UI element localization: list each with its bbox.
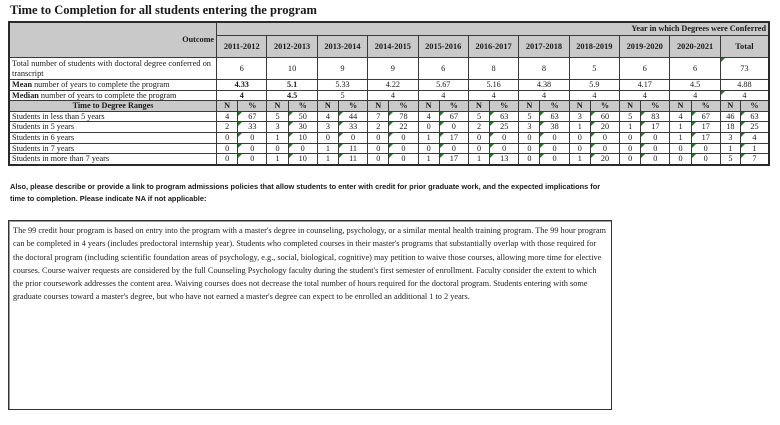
range-pct: 17 (691, 132, 720, 143)
pct-header: % (439, 101, 468, 112)
total-value: 6 (418, 58, 468, 80)
range-pct: 33 (238, 122, 267, 133)
range-pct: 0 (338, 132, 367, 143)
total-value: 6 (670, 58, 720, 80)
row-label-rest: number of years to complete the program (32, 80, 170, 89)
range-n: 4 (670, 111, 691, 122)
range-n: 0 (418, 122, 439, 133)
mean-row-value: 4.22 (368, 80, 418, 91)
range-n: 0 (569, 143, 590, 154)
range-n: 46 (720, 111, 740, 122)
range-n: 0 (368, 143, 389, 154)
row-label-bold: Median (12, 90, 39, 100)
n-header: N (670, 101, 691, 112)
mean-row-value: 5.9 (569, 80, 619, 91)
range-pct: 0 (641, 154, 670, 165)
range-n: 1 (670, 122, 691, 133)
range-pct: 0 (540, 143, 569, 154)
range-n: 0 (217, 132, 238, 143)
admissions-policy-answer-field[interactable]: The 99 credit hour program is based on entry into the program with a master's degree in counseling, psychology, or a similar mental health training program. The 99 hour program can be completed in 4 years (includes predoctoral internship year). Students who completed courses in their master's programs that substantially overlap with those required for the doctoral program (including scientific foundation areas of psychology, e.g., social, biological, cognitive) may petition to waive those courses, allowing more time for elective courses. Course waiver requests are considered by the full Counseling Psychology faculty during the student's first semester of enrollment. Faculty consider the extent to which the prior coursework addresses the content area. Waiving courses does not decrease the total number of hours required for the doctoral program. Students entering with some graduate courses toward a master's degree, but who have not earned a master's degree can expect to be enrolled an additional 1 to 2 years. (8, 220, 612, 410)
range-n: 3 (267, 122, 288, 133)
range-pct: 0 (389, 132, 418, 143)
range-n: 3 (317, 122, 338, 133)
row-label (9, 80, 217, 91)
n-header: N (620, 101, 641, 112)
range-n: 0 (620, 132, 641, 143)
range-pct: 17 (691, 122, 720, 133)
time-to-completion-table (8, 21, 770, 166)
admissions-policy-question: Also, please describe or provide a link to program admissions policies that allow students to enter with credit for prior graduate work, and the expected implications for time to completion. Please indicate NA if not applicable: (10, 182, 601, 203)
range-n: 4 (217, 111, 238, 122)
total-value: 6 (620, 58, 670, 80)
range-pct: 0 (691, 154, 720, 165)
year-header: 2013-2014 (317, 36, 367, 58)
range-pct: 0 (691, 143, 720, 154)
median-row-value: 4 (468, 90, 518, 101)
mean-row-value: 5.33 (317, 80, 367, 91)
median-row-value: 4 (368, 90, 418, 101)
range-n: 1 (468, 154, 489, 165)
n-header: N (468, 101, 489, 112)
range-n: 1 (317, 143, 338, 154)
row-label (9, 90, 217, 101)
range-n: 4 (418, 111, 439, 122)
row-label: Total number of students with doctoral degree conferred on transcript (9, 58, 217, 80)
range-pct: 4 (740, 132, 769, 143)
range-pct: 0 (238, 132, 267, 143)
range-n: 0 (418, 143, 439, 154)
year-header: 2011-2012 (217, 36, 267, 58)
range-row (9, 111, 769, 122)
mean-row (9, 80, 769, 91)
total-value: 73 (720, 58, 769, 80)
range-pct: 67 (238, 111, 267, 122)
range-n: 5 (267, 111, 288, 122)
range-pct: 0 (439, 143, 468, 154)
range-n: 0 (620, 143, 641, 154)
range-pct: 10 (288, 132, 317, 143)
median-row-value: 4 (620, 90, 670, 101)
n-header: N (217, 101, 238, 112)
median-row-value: 4 (720, 90, 769, 101)
range-pct: 63 (490, 111, 519, 122)
range-n: 0 (217, 154, 238, 165)
range-label: Students in 7 years (9, 143, 217, 154)
page-title: Time to Completion for all students entering the program (10, 3, 317, 17)
range-pct: 25 (740, 122, 769, 133)
range-n: 1 (267, 132, 288, 143)
total-value: 8 (468, 58, 518, 80)
range-n: 0 (620, 154, 641, 165)
pct-header: % (389, 101, 418, 112)
range-n: 0 (368, 154, 389, 165)
range-pct: 10 (288, 154, 317, 165)
range-pct: 83 (641, 111, 670, 122)
range-n: 0 (468, 143, 489, 154)
range-pct: 0 (641, 132, 670, 143)
n-header: N (569, 101, 590, 112)
range-n: 0 (368, 132, 389, 143)
median-row (9, 90, 769, 101)
mean-row-value: 4.38 (519, 80, 569, 91)
median-row-value: 4 (217, 90, 267, 101)
median-row-value: 4.5 (267, 90, 317, 101)
total-value: 9 (317, 58, 367, 80)
pct-header: % (338, 101, 367, 112)
range-pct: 0 (238, 154, 267, 165)
ranges-header-row (9, 101, 769, 112)
mean-row-value: 5.1 (267, 80, 317, 91)
range-pct: 38 (540, 122, 569, 133)
range-n: 0 (519, 154, 540, 165)
range-pct: 0 (439, 122, 468, 133)
n-header: N (720, 101, 740, 112)
range-n: 7 (368, 111, 389, 122)
range-row (9, 132, 769, 143)
range-pct: 20 (590, 122, 619, 133)
year-header: 2019-2020 (620, 36, 670, 58)
total-value: 10 (267, 58, 317, 80)
range-n: 1 (418, 132, 439, 143)
range-label: Students in less than 5 years (9, 111, 217, 122)
range-n: 2 (368, 122, 389, 133)
year-header: 2016-2017 (468, 36, 518, 58)
range-pct: 30 (288, 122, 317, 133)
pct-header: % (590, 101, 619, 112)
range-pct: 17 (439, 154, 468, 165)
range-row (9, 143, 769, 154)
range-row (9, 122, 769, 133)
total-value: 9 (368, 58, 418, 80)
pct-header: % (490, 101, 519, 112)
range-n: 1 (569, 122, 590, 133)
range-pct: 0 (490, 143, 519, 154)
mean-row-value: 4.33 (217, 80, 267, 91)
range-n: 1 (620, 122, 641, 133)
range-n: 5 (468, 111, 489, 122)
range-n: 1 (317, 154, 338, 165)
range-n: 0 (267, 143, 288, 154)
pct-header: % (540, 101, 569, 112)
range-pct: 0 (540, 132, 569, 143)
range-pct: 13 (490, 154, 519, 165)
range-pct: 17 (439, 132, 468, 143)
ranges-header: Time to Degree Ranges (9, 101, 217, 112)
range-n: 5 (519, 111, 540, 122)
range-pct: 11 (338, 143, 367, 154)
range-n: 0 (569, 132, 590, 143)
year-header: 2012-2013 (267, 36, 317, 58)
range-n: 0 (670, 154, 691, 165)
range-n: 0 (670, 143, 691, 154)
year-group-header: Year in which Degrees were Conferred (217, 22, 769, 36)
total-students-row (9, 58, 769, 80)
range-n: 0 (468, 132, 489, 143)
median-row-value: 4 (670, 90, 720, 101)
range-pct: 0 (389, 154, 418, 165)
range-pct: 25 (490, 122, 519, 133)
range-pct: 7 (740, 154, 769, 165)
n-header: N (267, 101, 288, 112)
year-header: 2017-2018 (519, 36, 569, 58)
range-pct: 20 (590, 154, 619, 165)
range-n: 1 (267, 154, 288, 165)
n-header: N (519, 101, 540, 112)
range-pct: 78 (389, 111, 418, 122)
range-pct: 11 (338, 154, 367, 165)
range-pct: 0 (590, 132, 619, 143)
median-row-value: 4 (519, 90, 569, 101)
range-pct: 44 (338, 111, 367, 122)
range-pct: 67 (691, 111, 720, 122)
row-label-rest: number of years to complete the program (38, 90, 177, 100)
row-label-bold: Mean (12, 80, 33, 89)
range-pct: 0 (641, 143, 670, 154)
total-value: 8 (519, 58, 569, 80)
range-pct: 63 (540, 111, 569, 122)
range-label: Students in 6 years (9, 132, 217, 143)
range-n: 18 (720, 122, 740, 133)
range-pct: 0 (490, 132, 519, 143)
median-row-value: 5 (317, 90, 367, 101)
range-pct: 0 (389, 143, 418, 154)
year-header: 2014-2015 (368, 36, 418, 58)
range-n: 1 (720, 143, 740, 154)
year-header: 2020-2021 (670, 36, 720, 58)
mean-row-value: 4.5 (670, 80, 720, 91)
range-n: 0 (519, 143, 540, 154)
range-n: 0 (217, 143, 238, 154)
range-row (9, 154, 769, 165)
range-n: 5 (720, 154, 740, 165)
year-header: 2018-2019 (569, 36, 619, 58)
mean-row-value: 5.67 (418, 80, 468, 91)
range-pct: 50 (288, 111, 317, 122)
range-pct: 1 (740, 143, 769, 154)
range-pct: 33 (338, 122, 367, 133)
range-n: 5 (620, 111, 641, 122)
median-row-value: 4 (418, 90, 468, 101)
range-n: 2 (468, 122, 489, 133)
range-label: Students in 5 years (9, 122, 217, 133)
range-n: 0 (317, 132, 338, 143)
range-pct: 0 (540, 154, 569, 165)
range-n: 1 (670, 132, 691, 143)
pct-header: % (288, 101, 317, 112)
range-label: Students in more than 7 years (9, 154, 217, 165)
range-n: 3 (720, 132, 740, 143)
outcome-header: Outcome (9, 22, 217, 58)
pct-header: % (641, 101, 670, 112)
range-n: 4 (317, 111, 338, 122)
range-pct: 22 (389, 122, 418, 133)
range-pct: 0 (590, 143, 619, 154)
range-pct: 60 (590, 111, 619, 122)
mean-row-value: 4.88 (720, 80, 769, 91)
total-value: 6 (217, 58, 267, 80)
range-pct: 0 (288, 143, 317, 154)
n-header: N (418, 101, 439, 112)
n-header: N (368, 101, 389, 112)
year-header: Total (720, 36, 769, 58)
pct-header: % (740, 101, 769, 112)
range-pct: 63 (740, 111, 769, 122)
pct-header: % (691, 101, 720, 112)
range-pct: 0 (238, 143, 267, 154)
median-row-value: 4 (569, 90, 619, 101)
range-pct: 17 (641, 122, 670, 133)
range-pct: 67 (439, 111, 468, 122)
year-header: 2015-2016 (418, 36, 468, 58)
range-n: 1 (569, 154, 590, 165)
range-n: 3 (569, 111, 590, 122)
mean-row-value: 4.17 (620, 80, 670, 91)
range-n: 2 (217, 122, 238, 133)
pct-header: % (238, 101, 267, 112)
mean-row-value: 5.16 (468, 80, 518, 91)
n-header: N (317, 101, 338, 112)
total-value: 5 (569, 58, 619, 80)
range-n: 0 (519, 132, 540, 143)
range-n: 3 (519, 122, 540, 133)
range-n: 1 (418, 154, 439, 165)
